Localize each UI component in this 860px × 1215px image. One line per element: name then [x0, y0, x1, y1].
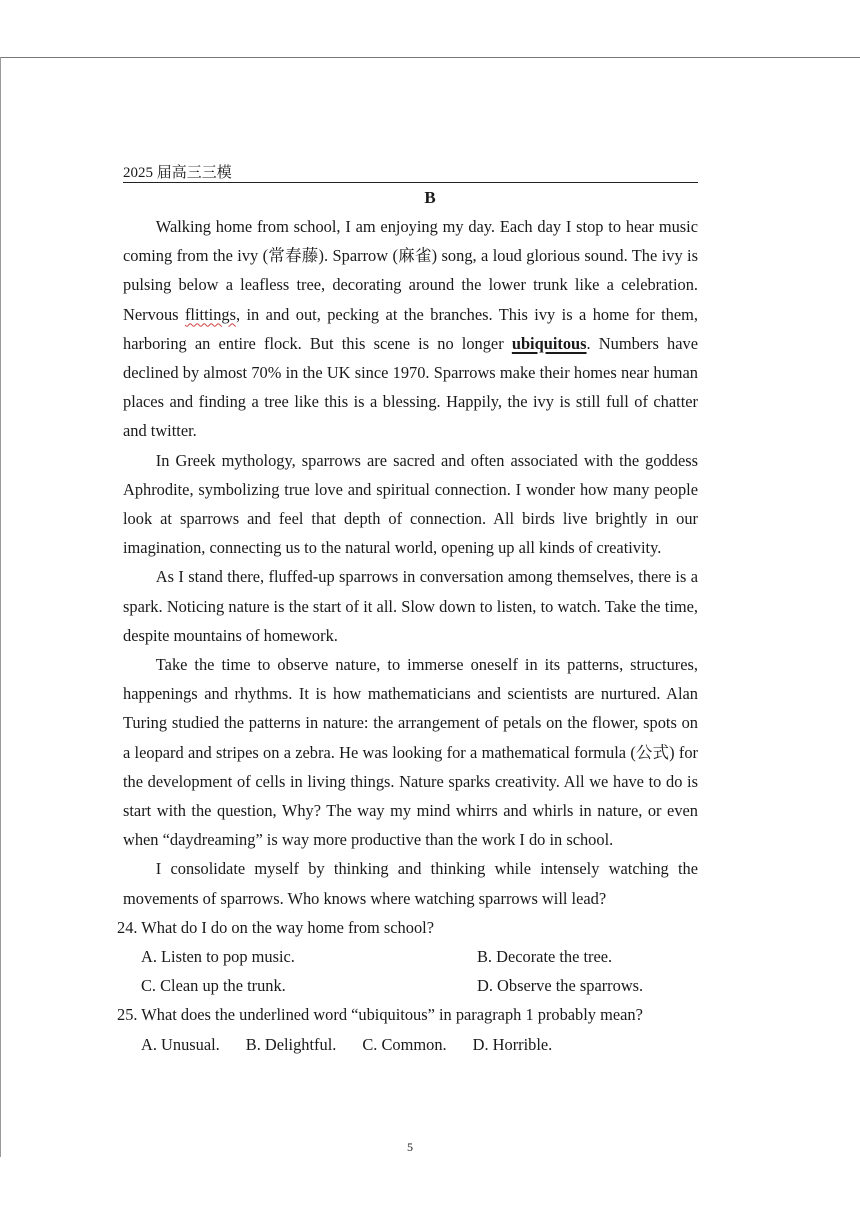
- page-border-left: [0, 57, 1, 1157]
- option-25-b: B. Delightful.: [245, 1034, 337, 1054]
- page-border-top: [0, 57, 860, 58]
- option-24-a: A. Listen to pop music.: [141, 947, 295, 967]
- word-flittings: flittings: [184, 304, 236, 324]
- paragraph-3: As I stand there, fluffed-up sparrows in conversation among themselves, there is a spark. Noticing nature is the start of it all. Slow down to listen, to watch. Take the time, despite mountains of homework.: [123, 567, 698, 645]
- page-header: [123, 158, 698, 183]
- question-25-options: [123, 1030, 698, 1059]
- question-24-options-row-1: [123, 942, 698, 971]
- question-25-stem: 25. What does the underlined word “ubiquitous” in paragraph 1 probably mean?: [117, 1005, 643, 1025]
- section-label: B: [424, 188, 436, 207]
- paragraph-1: [123, 212, 698, 446]
- option-25-d: D. Horrible.: [472, 1034, 553, 1054]
- page-number: 5: [407, 1140, 413, 1154]
- question-24-options-row-2: [123, 971, 698, 1000]
- paragraph-5: I consolidate myself by thinking and thinking while intensely watching the movements of sparrows. Who knows where watching sparrows will lead?: [123, 859, 698, 908]
- paragraph-1-part-3: . Numbers have declined by almost 70% in the UK since 1970. Sparrows make their homes near human places and finding a tree like this is a blessing. Happily, the ivy is still full of chatter and twitter.: [123, 333, 698, 441]
- paragraph-4: Take the time to observe nature, to immerse oneself in its patterns, structures, happenings and rhythms. It is how mathematicians and scientists are nurtured. Alan Turing studied the patterns in nature: the arrangement of petals on the flower, spots on a leopard and stripes on a zebra. He was looking for a mathematical formula (公式) for the development of cells in living things. Nature sparks creativity. All we have to do is start with the question, Why? The way my mind whirrs and whirls in nature, or even when “daydreaming” is way more productive than the work I do in school.: [123, 655, 698, 850]
- word-ubiquitous: ubiquitous: [511, 333, 587, 353]
- paragraph-1-part-1: Walking home from school, I am enjoying my day. Each day I stop to hear music coming from the ivy (常春藤). Sparrow (麻雀) song, a loud glorious sound. The ivy is pulsing below a leafless tree, decorating around the lower trunk like a celebration. Nervous: [123, 217, 698, 324]
- option-24-c: C. Clean up the trunk.: [141, 976, 286, 996]
- option-25-c: C. Common.: [362, 1034, 447, 1054]
- paragraph-1-part-2: , in and out, pecking at the branches. This ivy is a home for them, harboring an entire flock. But this scene is no longer: [123, 304, 698, 353]
- question-24-stem: 24. What do I do on the way home from school?: [117, 917, 434, 937]
- passage-body: [117, 212, 698, 1059]
- exam-title: 2025 届高三三模: [123, 165, 232, 181]
- option-25-a: A. Unusual.: [141, 1034, 220, 1054]
- option-24-d: D. Observe the sparrows.: [477, 976, 644, 996]
- paragraph-2: In Greek mythology, sparrows are sacred and often associated with the goddess Aphrodite, symbolizing true love and spiritual connection. I wonder how many people look at sparrows and feel that depth of connection. All birds live brightly in our imagination, connecting us to the natural world, opening up all kinds of creativity.: [123, 450, 698, 558]
- option-24-b: B. Decorate the tree.: [477, 947, 613, 967]
